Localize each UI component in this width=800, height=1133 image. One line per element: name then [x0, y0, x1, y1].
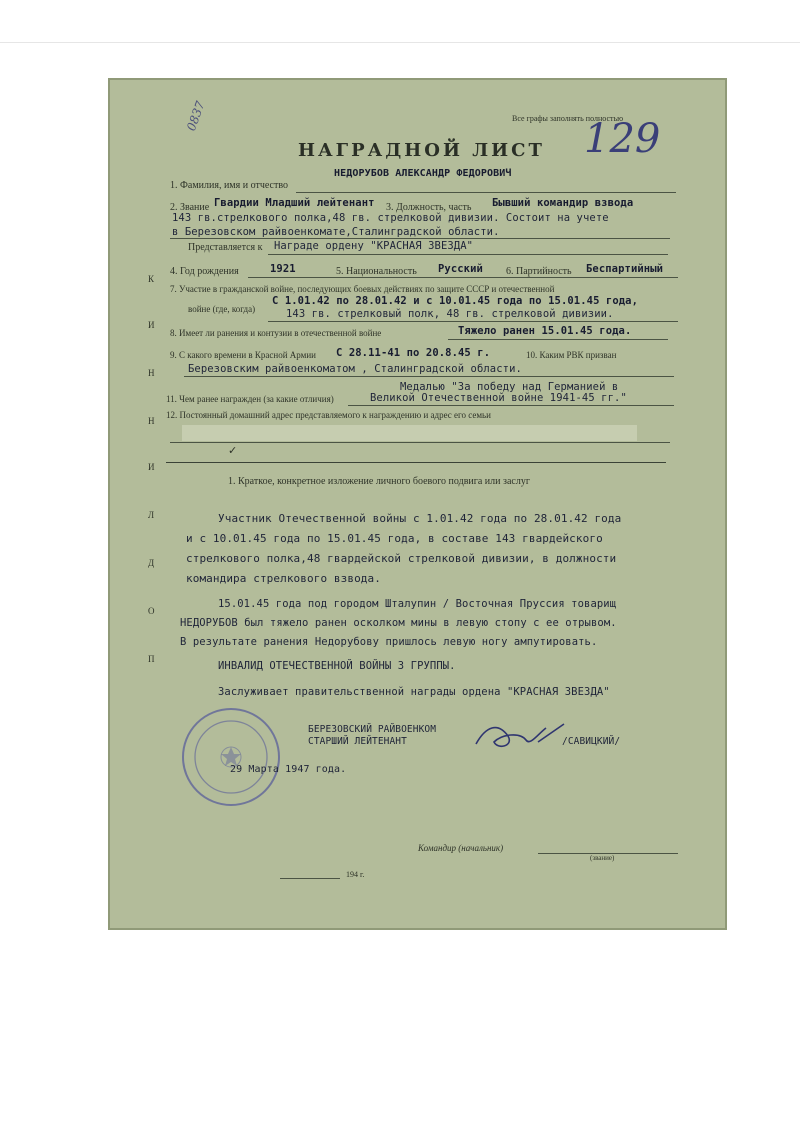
field-4-value: 1921	[270, 263, 296, 275]
instruction-note: Все графы заполнять полностью	[512, 114, 624, 123]
field-9-value: С 28.11-41 по 20.8.45 г.	[336, 347, 491, 359]
field-2-value: Гвардии Младший лейтенант	[214, 197, 375, 209]
signature-date: 29 Марта 1947 года.	[230, 764, 347, 775]
year-label: 194 г.	[346, 870, 365, 879]
field-8-label: 8. Имеет ли ранения и контузии в отечественной войне	[170, 328, 382, 338]
field-3-line-2: 143 гв.стрелкового полка,48 гв. стрелковой дивизии. Состоит на учете	[172, 212, 609, 224]
field-3-line-3: в Березовском райвоенкомате,Сталинградской области.	[172, 226, 500, 238]
award-sheet	[108, 78, 727, 930]
field-8-value: Тяжело ранен 15.01.45 года.	[458, 325, 632, 337]
margin-letter: И	[148, 320, 155, 330]
field-7-label-2: войне (где, когда)	[188, 304, 256, 314]
field-3-value: Бывший командир взвода	[492, 197, 634, 209]
margin-letter: О	[148, 606, 155, 616]
field-7-value-2: 143 гв. стрелковый полк, 48 гв. стрелковой дивизии.	[286, 308, 614, 320]
signatory-rank: СТАРШИЙ ЛЕЙТЕНАНТ	[308, 736, 407, 747]
narrative-line: Участник Отечественной войны с 1.01.42 года по 28.01.42 года	[218, 512, 622, 525]
margin-letter: Л	[148, 510, 155, 520]
field-6-label: 6. Партийность	[506, 266, 572, 277]
section-heading: 1. Краткое, конкретное изложение личного боевого подвига или заслуг	[228, 476, 530, 487]
field-10-label: 10. Каким РВК призван	[526, 350, 617, 360]
field-1-value: НЕДОРУБОВ АЛЕКСАНДР ФЕДОРОВИЧ	[334, 168, 512, 179]
field-11-value-2: Великой Отечественной войне 1941-45 гг."	[370, 392, 627, 404]
rank-label: (звание)	[590, 854, 615, 862]
field-7-label: 7. Участие в гражданской войне, последующих боевых действиях по защите СССР и отечественной	[170, 284, 555, 294]
commander-label: Командир (начальник)	[418, 843, 504, 853]
narrative-line: НЕДОРУБОВ был тяжело ранен осколком мины в левую стопу с ее отрывом.	[180, 617, 617, 629]
round-seal-stamp	[178, 704, 284, 810]
field-10-value: Березовским райвоенкоматом , Сталинградской области.	[188, 363, 522, 375]
archive-number: 0837	[184, 99, 208, 133]
field-11-value-1: Медалью "За победу над Германией в	[400, 381, 619, 393]
field-5-label: 5. Национальность	[336, 266, 417, 277]
field-4-label: 4. Год рождения	[170, 266, 239, 277]
narrative-line: стрелкового полка,48 гвардейской стрелковой дивизии, в должности	[186, 552, 617, 565]
field-12-label: 12. Постоянный домашний адрес представляемого к награждению и адрес его семьи	[166, 410, 491, 420]
scan-top-edge	[0, 42, 800, 43]
margin-letter: Н	[148, 368, 155, 378]
page-title: НАГРАДНОЙ ЛИСТ	[298, 140, 545, 161]
narrative-line: командира стрелкового взвода.	[186, 572, 381, 585]
narrative-line: Заслуживает правительственной награды ордена "КРАСНАЯ ЗВЕЗДА"	[218, 686, 610, 698]
signatory-org: БЕРЕЗОВСКИЙ РАЙВОЕНКОМ	[308, 724, 437, 735]
narrative-line: и с 10.01.45 года по 15.01.45 года, в составе 143 гвардейского	[186, 532, 603, 545]
presented-label: Представляется к	[188, 242, 263, 253]
presented-value: Награде ордену "КРАСНАЯ ЗВЕЗДА"	[274, 240, 474, 252]
margin-letter: К	[148, 274, 155, 284]
narrative-line: ИНВАЛИД ОТЕЧЕСТВЕННОЙ ВОЙНЫ 3 ГРУППЫ.	[218, 660, 456, 672]
field-7-value-1: С 1.01.42 по 28.01.42 и с 10.01.45 года по 15.01.45 года,	[272, 295, 639, 307]
handwritten-number: 129	[584, 116, 661, 162]
margin-letter: Д	[148, 558, 155, 568]
margin-letter: П	[148, 654, 155, 664]
narrative-line: 15.01.45 года под городом Шталупин / Восточная Пруссия товарищ	[218, 598, 617, 610]
field-3-label: 3. Должность, часть	[386, 202, 472, 213]
field-9-label: 9. С какого времени в Красной Армии	[170, 350, 316, 360]
redacted-address	[182, 425, 637, 441]
check-mark: ✓	[228, 445, 238, 457]
margin-letter: И	[148, 462, 155, 472]
field-6-value: Беспартийный	[586, 263, 664, 275]
margin-letter: Н	[148, 416, 155, 426]
field-5-value: Русский	[438, 263, 483, 275]
field-11-label: 11. Чем ранее награжден (за какие отличия)	[166, 394, 334, 404]
narrative-line: В результате ранения Недорубову пришлось левую ногу ампутировать.	[180, 636, 598, 648]
field-2-label: 2. Звание	[170, 202, 210, 213]
signatory-name: /САВИЦКИЙ/	[562, 736, 621, 747]
field-1-label: 1. Фамилия, имя и отчество	[170, 180, 289, 191]
